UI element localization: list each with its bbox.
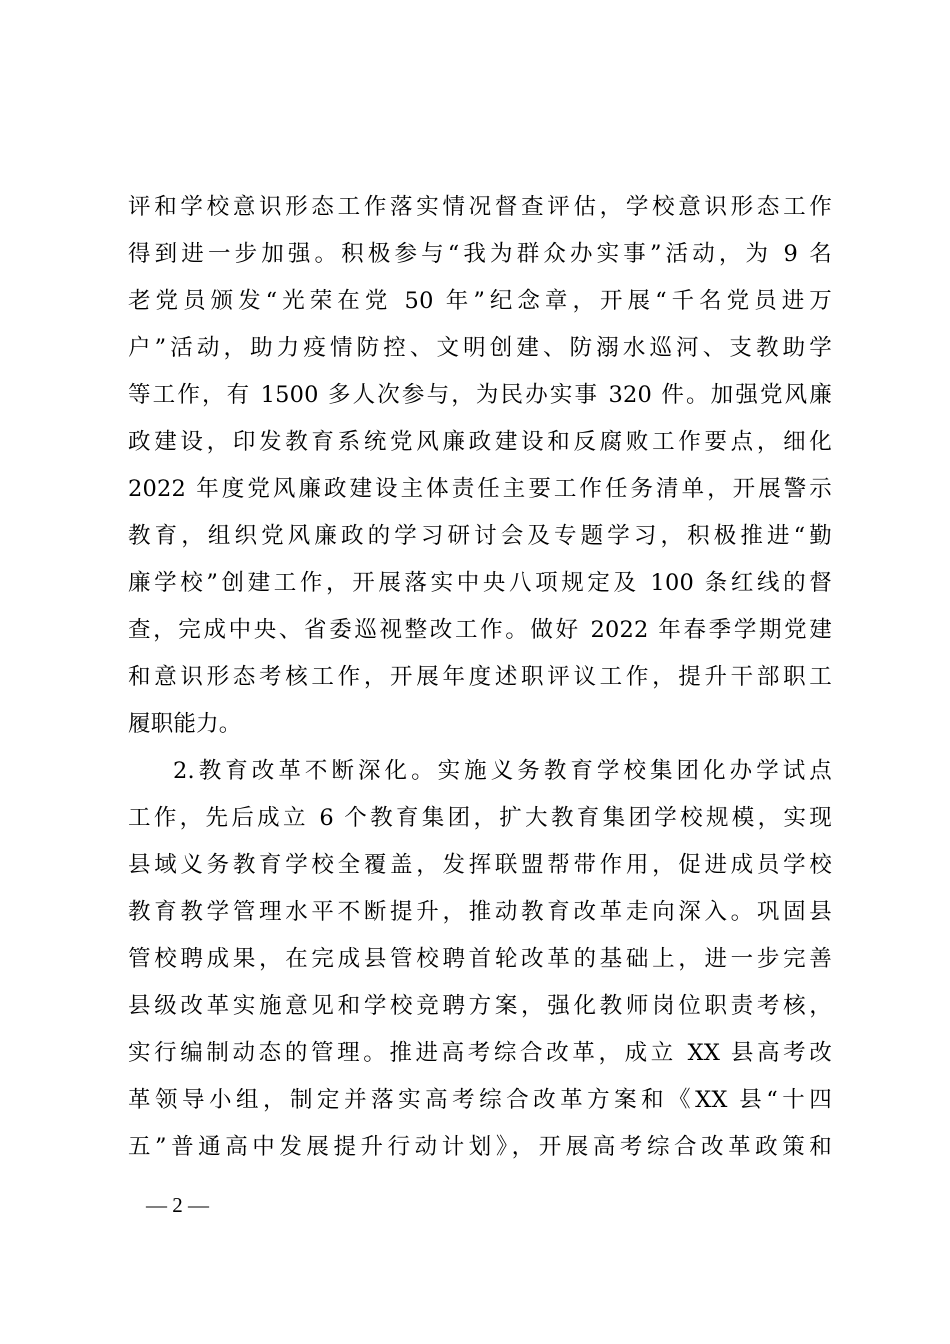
text-line: 2022 年度党风廉政建设主体责任主要工作任务清单，开展警示 [128,476,832,502]
text-line: 得到进一步加强。积极参与“我为群众办实事”活动，为 9 名 [128,241,832,267]
page-number: — 2 — [146,1193,209,1217]
text-line: 等工作，有 1500 多人次参与，为民办实事 320 件。加强党风廉 [128,382,832,408]
text-line: 县域义务教育学校全覆盖，发挥联盟帮带作用，促进成员学校 [128,852,832,878]
text-line: 户”活动，助力疫情防控、文明创建、防溺水巡河、支教助学 [128,335,832,361]
text-line: 2.教育改革不断深化。实施义务教育学校集团化办学试点 [173,758,832,784]
paragraph-education-reform [128,748,832,1171]
text-line: 管校聘成果，在完成县管校聘首轮改革的基础上，进一步完善 [128,946,832,972]
text-line: 政建设，印发教育系统党风廉政建设和反腐败工作要点，细化 [128,429,832,455]
text-line: 查，完成中央、省委巡视整改工作。做好 2022 年春季学期党建 [128,617,832,643]
text-line: 履职能力。 [128,711,242,737]
text-line: 和意识形态考核工作，开展年度述职评议工作，提升干部职工 [128,664,832,690]
text-line: 教育教学管理水平不断提升，推动教育改革走向深入。巩固县 [128,899,832,925]
text-line: 革领导小组，制定并落实高考综合改革方案和《XX 县“十四 [128,1087,832,1113]
text-line: 实行编制动态的管理。推进高考综合改革，成立 XX 县高考改 [128,1040,832,1066]
document-body [128,184,832,1171]
text-line: 县级改革实施意见和学校竞聘方案，强化教师岗位职责考核， [128,993,832,1019]
text-line: 廉学校”创建工作，开展落实中央八项规定及 100 条红线的督 [128,570,832,596]
paragraph-continued [128,184,832,748]
text-line: 工作，先后成立 6 个教育集团，扩大教育集团学校规模，实现 [128,805,832,831]
text-line: 五”普通高中发展提升行动计划》，开展高考综合改革政策和 [128,1134,832,1160]
text-line: 老党员颁发“光荣在党 50 年”纪念章，开展“千名党员进万 [128,288,832,314]
text-line: 评和学校意识形态工作落实情况督查评估，学校意识形态工作 [128,194,832,220]
text-line: 教育，组织党风廉政的学习研讨会及专题学习，积极推进“勤 [128,523,832,549]
